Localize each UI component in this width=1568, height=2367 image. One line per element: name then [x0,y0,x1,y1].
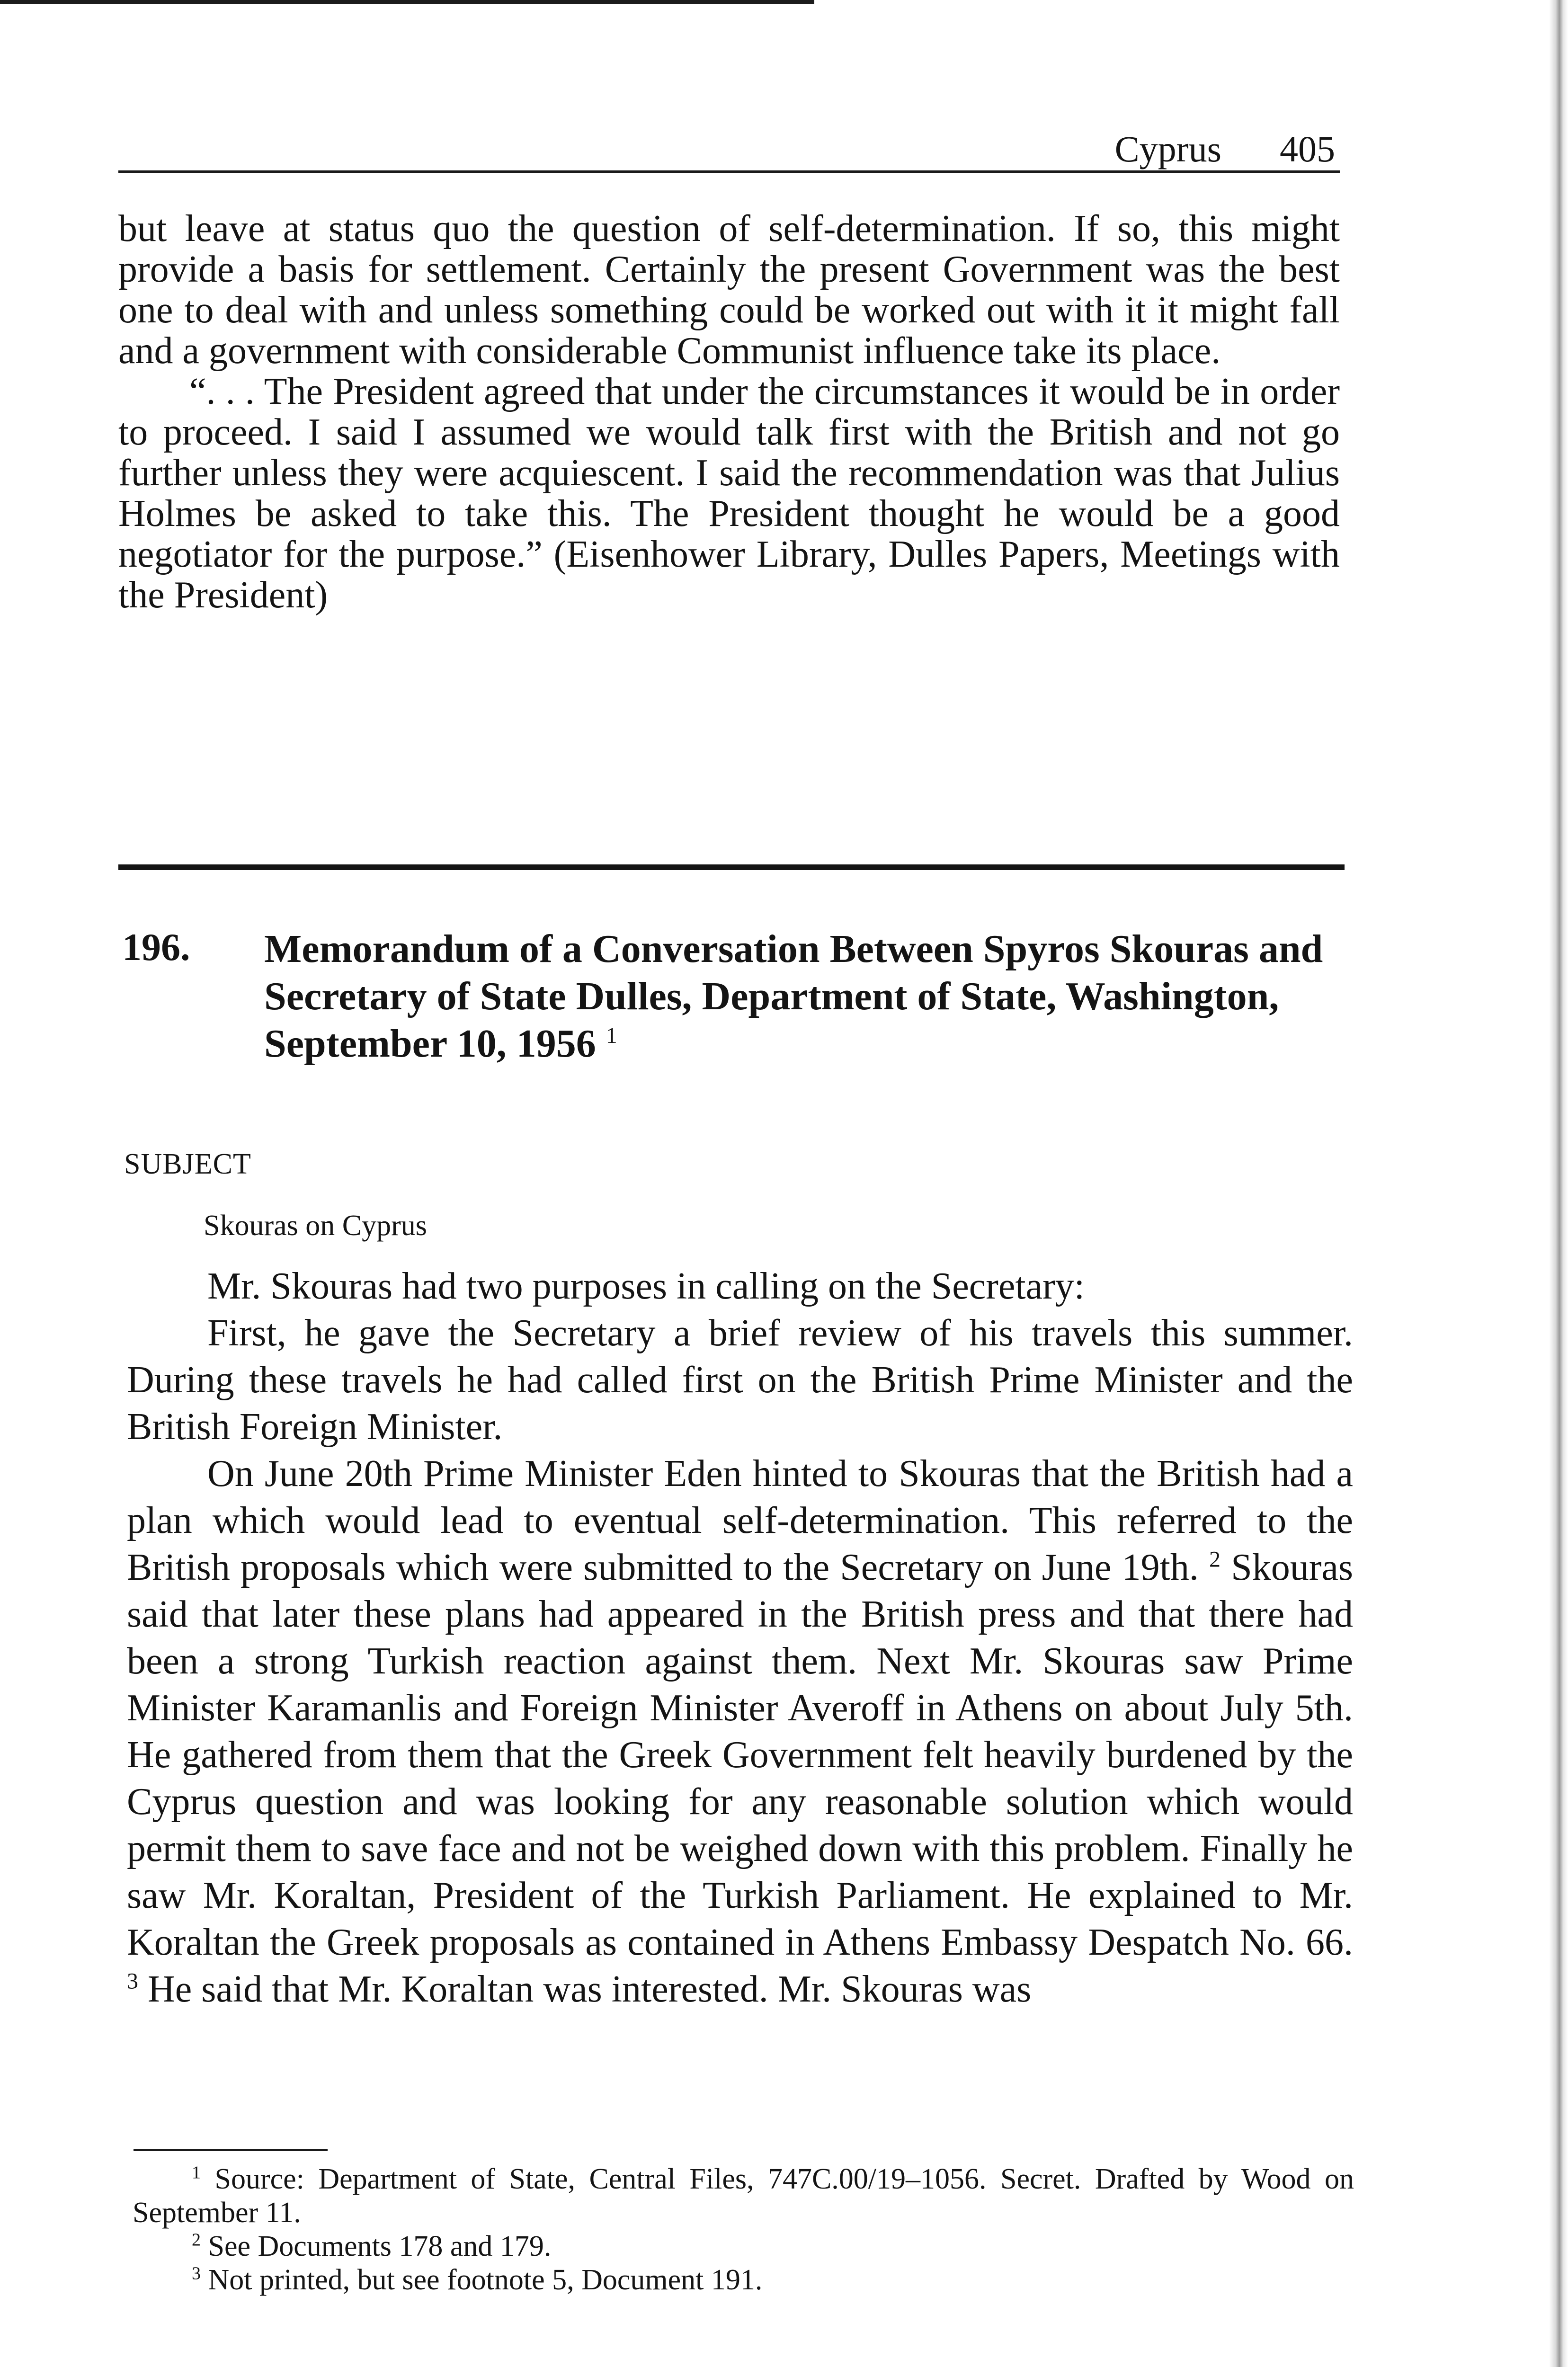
footnote [133,2162,1354,2230]
previous-document-continuation [118,208,1340,615]
body-paragraph [127,1263,1353,1310]
top-edge-rule [0,0,814,4]
page-number: 405 [1280,128,1335,169]
body-paragraph-text: He said that Mr. Koraltan was interested. Mr. Skouras was [138,1968,1032,2010]
footnote-marker: 3 [192,2263,201,2284]
footnote-ref: 1 [606,1023,617,1048]
footnotes [133,2162,1354,2297]
footnote-ref: 3 [127,1968,138,1994]
footnote-marker: 2 [192,2230,201,2250]
subject-value: Skouras on Cyprus [204,1210,427,1242]
document-number: 196. [122,925,190,969]
document-title-text: Memorandum of a Conversation Between Spyros Skouras and Secretary of State Dulles, Department of State, Washington, September 10, 1956 [264,927,1323,1066]
body-paragraph-text: First, he gave the Secretary a brief review of his travels this summer. During these travels he had called first on the British Prime Minister and the British Foreign Minister. [127,1312,1353,1448]
continuation-paragraph: “. . . The President agreed that under the circumstances it would be in order to proceed. I said I assumed we would talk first with the British and not go further unless they were acquiescent. I said the recommendation was that Julius Holmes be asked to take this. The President thought he would be a good negotiator for the purpose.” (Eisenhower Library, Dulles Papers, Meetings with the President) [118,371,1340,616]
body-paragraph-text: Skouras said that later these plans had appeared in the British press and that there had been a strong Turkish reaction against them. Next Mr. Skouras saw Prime Minister Karamanlis and Foreign Minister Averoff in Athens on about July 5th. He gathered from them that the Greek Government felt heavily burdened by the Cyprus question and was looking for any reasonable solution which would permit them to save face and not be weighed down with this problem. Finally he saw Mr. Koraltan, President of the Turkish Parliament. He explained to Mr. Koraltan the Greek proposals as contained in Athens Embassy Despatch No. 66. [127,1547,1354,1963]
footnote-marker: 1 [192,2162,201,2183]
footnote-ref: 2 [1209,1547,1221,1572]
continuation-paragraph: but leave at status quo the question of self-determination. If so, this might provide a basis for settlement. Certainly the present Government was the best one to deal with and unless something could be worked out with it it might fall and a government with considerable Communist influence take its place. [118,208,1340,372]
footnote-text: Not printed, but see footnote 5, Document 191. [208,2264,763,2296]
footnote-text: Source: Department of State, Central Files, 747C.00/19–1056. Secret. Drafted by Wood on September 11. [133,2163,1354,2229]
document-body [127,1263,1353,2013]
page-binding-edge [1549,0,1568,2367]
footnote [133,2230,1354,2263]
footnote [133,2263,1354,2297]
body-paragraph-text: Mr. Skouras had two purposes in calling on the Secretary: [207,1265,1085,1307]
footnote-text: See Documents 178 and 179. [208,2230,552,2262]
body-paragraph [127,1310,1353,1450]
subject-label: SUBJECT [124,1148,251,1180]
body-paragraph-text: On June 20th Prime Minister Eden hinted to Skouras that the British had a plan which would lead to eventual self-determination. This referred to the British proposals which were submitted to the Secretary on June 19th. [127,1453,1353,1588]
body-paragraph [127,1450,1353,2013]
document-title [264,925,1348,1068]
footnote-rule [134,2149,328,2151]
running-head [118,128,1340,173]
section-divider [118,864,1345,870]
running-head-title: Cyprus [1114,128,1221,169]
